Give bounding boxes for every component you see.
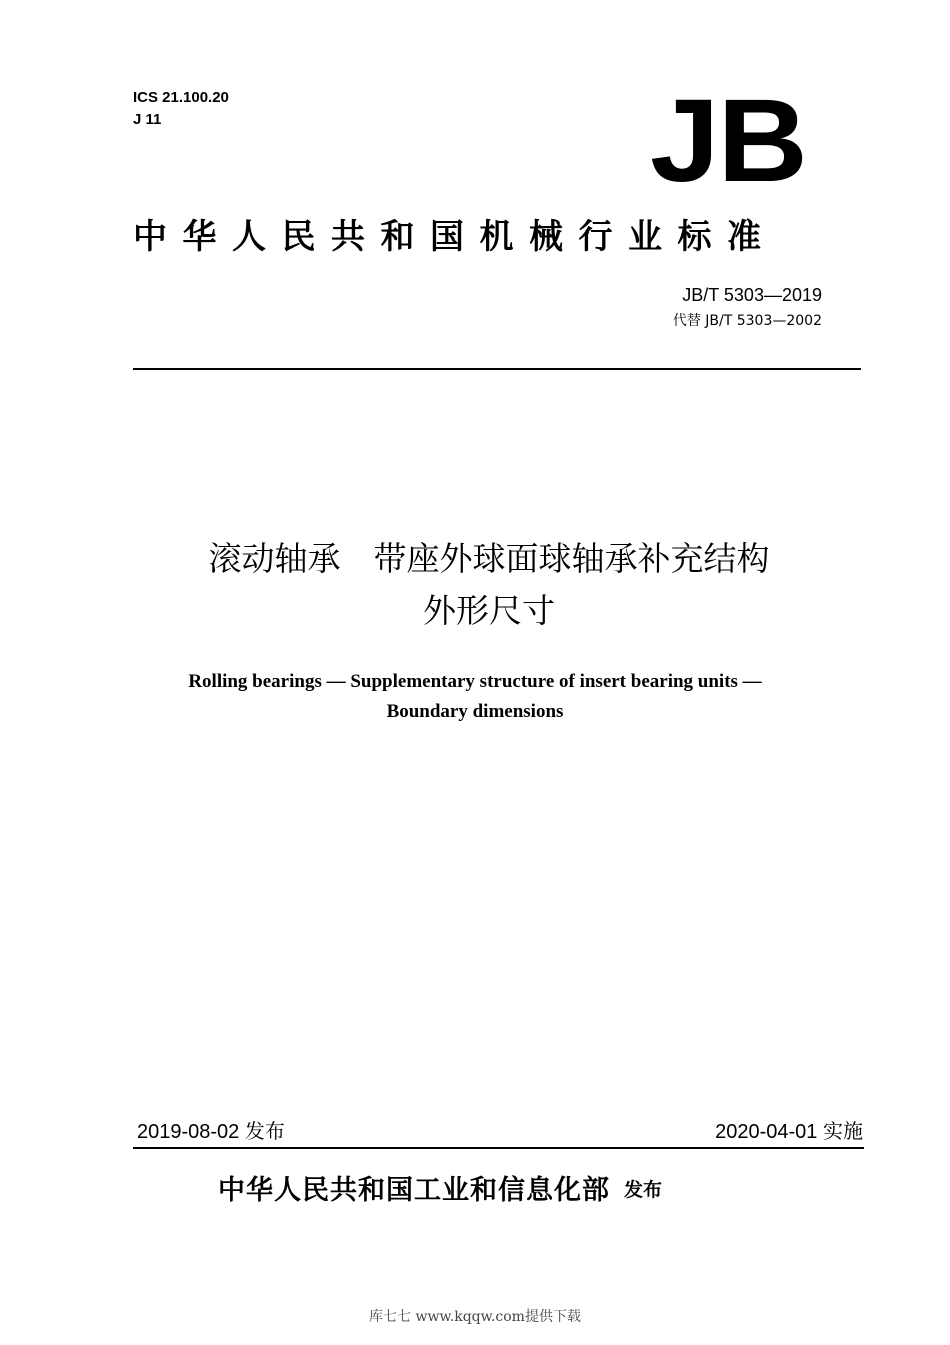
- standard-number-text: JB/T 5303—2019: [682, 285, 822, 305]
- bottom-divider: [133, 1147, 864, 1149]
- standard-category-title: 中华人民共和国机械行业标准: [133, 217, 777, 257]
- replaces-standard: 代替 JB/T 5303—2002: [672, 313, 822, 329]
- publisher-name: 中华人民共和国工业和信息化部: [218, 1175, 610, 1206]
- publisher-suffix: 发布: [624, 1179, 663, 1201]
- title-zh-line1: 滚动轴承 带座外球面球轴承补充结构: [208, 539, 770, 578]
- ics-code: ICS 21.100.20: [133, 89, 229, 106]
- top-divider: [133, 368, 861, 370]
- title-en-line1: Rolling bearings — Supplementary structure of insert bearing units —: [188, 671, 762, 692]
- standard-number: [682, 285, 822, 305]
- publisher: [218, 1172, 662, 1209]
- jb-logo: JB: [650, 75, 806, 207]
- download-watermark[interactable]: 库七七 www.kqqw.com提供下载: [369, 1309, 581, 1325]
- issue-date: 2019-08-02 发布: [137, 1121, 285, 1143]
- implementation-date: 2020-04-01 实施: [715, 1121, 863, 1143]
- title-zh-line2: 外形尺寸: [423, 591, 555, 630]
- ccs-code: J 11: [133, 111, 162, 128]
- title-en-line2: Boundary dimensions: [386, 701, 564, 722]
